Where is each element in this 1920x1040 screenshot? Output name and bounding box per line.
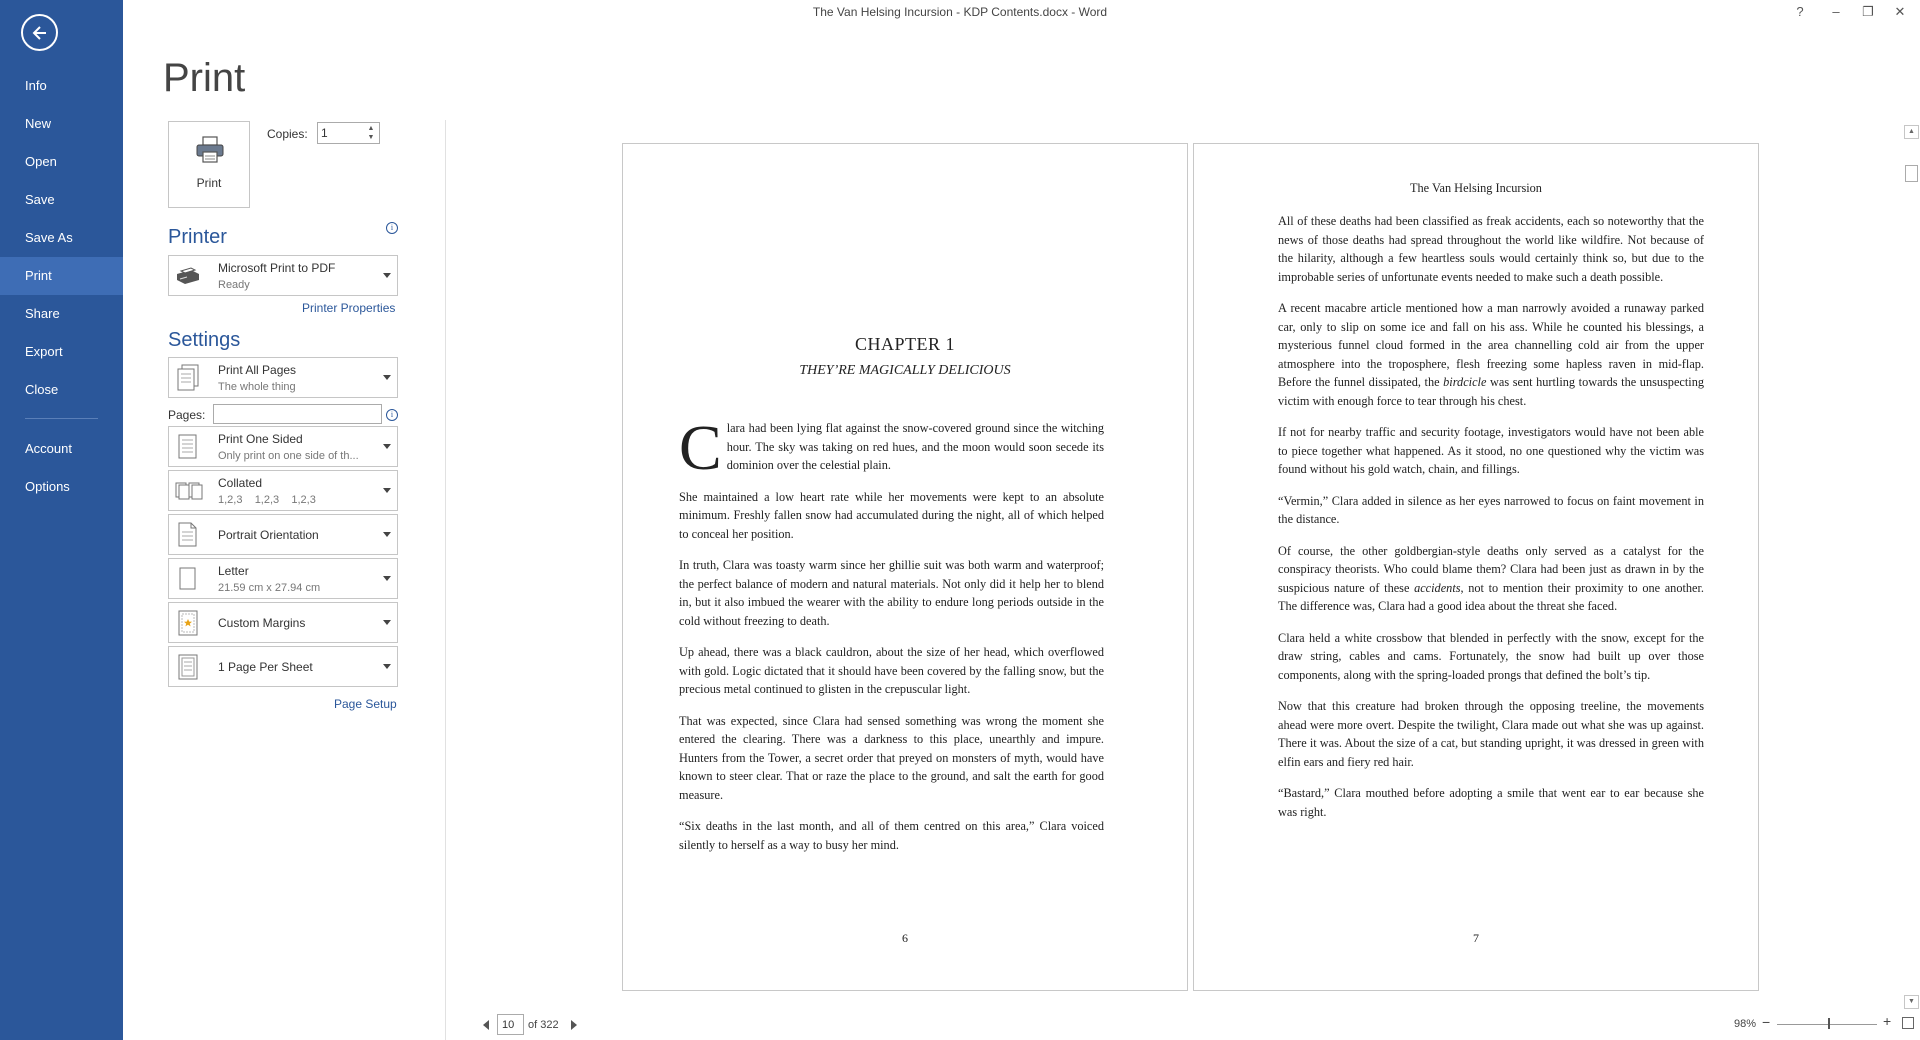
preview-page-left bbox=[622, 143, 1188, 991]
nav-export[interactable]: Export bbox=[25, 344, 63, 359]
copies-down-button[interactable]: ▼ bbox=[367, 134, 375, 141]
collation-title: Collated bbox=[218, 476, 263, 490]
zoom-level[interactable]: 98% bbox=[1734, 1018, 1757, 1030]
right-page-body bbox=[1278, 212, 1704, 834]
chevron-down-icon bbox=[383, 375, 391, 380]
paragraph: Up ahead, there was a black cauldron, about the size of her head, which overflowed with gold. Logic dictated that it should have been covered by the falling snow, but the precious metal continued to glisten in the crepuscular light. bbox=[679, 645, 1104, 696]
printer-heading: Printer bbox=[168, 226, 227, 248]
nav-save-as[interactable]: Save As bbox=[25, 230, 73, 245]
nav-account[interactable]: Account bbox=[25, 441, 72, 456]
preview-scrollbar[interactable] bbox=[1903, 123, 1920, 1013]
paragraph: “Six deaths in the last month, and all of them centred on this area,” Clara voiced silently to herself as a way to busy her mind. bbox=[679, 819, 1104, 852]
margins-dropdown[interactable] bbox=[168, 602, 398, 643]
nav-options[interactable]: Options bbox=[25, 479, 70, 494]
collation-subtitle: 1,2,3 1,2,3 1,2,3 bbox=[218, 494, 316, 506]
paragraph: Of course, the other goldbergian-style deaths only served as a catalyst for the conspiracy theorists. Who could blame them? Clara had been just as drawn in by the suspicious nature of these accidents, not to mention their proximity to one another. The difference was, Clara had a good idea about the threat she faced. bbox=[1278, 543, 1704, 613]
nav-info[interactable]: Info bbox=[25, 78, 47, 93]
nav-print[interactable]: Print bbox=[0, 257, 123, 295]
nav-open[interactable]: Open bbox=[25, 154, 57, 169]
paragraph: Now that this creature had broken through the opposing treeline, the movements ahead were more overt. Despite the twilight, Clara made out what she was up against. There it was. About the size of a cat, but standing upright, it was dressed in green with elfin ears and fiery red hair. bbox=[1278, 699, 1704, 769]
chevron-down-icon bbox=[383, 620, 391, 625]
portrait-page-icon bbox=[175, 521, 201, 549]
printer-name: Microsoft Print to PDF bbox=[218, 261, 336, 275]
paragraph: “Vermin,” Clara added in silence as her eyes narrowed to focus on faint movement in the distance. bbox=[1278, 493, 1704, 526]
title-bar bbox=[123, 0, 1920, 26]
page-number: 7 bbox=[1473, 931, 1479, 945]
pages-label: Pages: bbox=[168, 408, 206, 422]
left-page-body bbox=[679, 412, 1104, 867]
printer-icon bbox=[195, 136, 225, 164]
scroll-up-button[interactable]: ▲ bbox=[1904, 125, 1919, 139]
sides-dropdown[interactable] bbox=[168, 426, 398, 467]
pages-info-icon[interactable]: i bbox=[386, 409, 398, 421]
previous-page-button[interactable] bbox=[483, 1020, 489, 1030]
backstage-nav bbox=[0, 0, 123, 1040]
nav-close[interactable]: Close bbox=[25, 382, 59, 397]
one-sided-page-icon bbox=[175, 433, 201, 461]
paper-size-title: Letter bbox=[218, 564, 249, 578]
chevron-down-icon bbox=[383, 273, 391, 278]
printer-device-icon bbox=[175, 262, 201, 290]
close-window-button[interactable]: ✕ bbox=[1894, 4, 1906, 19]
paper-size-subtitle: 21.59 cm x 27.94 cm bbox=[218, 582, 321, 594]
preview-page-right bbox=[1193, 143, 1759, 991]
zoom-to-page-icon[interactable] bbox=[1902, 1017, 1914, 1029]
chevron-down-icon bbox=[383, 532, 391, 537]
chapter-title: CHAPTER 1 bbox=[854, 334, 955, 354]
print-range-title: Print All Pages bbox=[218, 363, 297, 377]
settings-heading: Settings bbox=[168, 329, 241, 351]
chevron-down-icon bbox=[383, 664, 391, 669]
paragraph: “Bastard,” Clara mouthed before adopting a smile that went ear to ear because she was right. bbox=[1278, 786, 1704, 819]
arrow-left-icon bbox=[30, 23, 50, 43]
printer-info-icon[interactable]: i bbox=[386, 222, 398, 234]
print-range-dropdown[interactable] bbox=[168, 357, 398, 398]
page-count: of 322 bbox=[528, 1019, 559, 1031]
nav-share[interactable]: Share bbox=[25, 306, 60, 321]
chapter-subtitle: THEY’RE MAGICALLY DELICIOUS bbox=[799, 363, 1011, 378]
print-button[interactable] bbox=[168, 121, 250, 208]
restore-button[interactable]: ❐ bbox=[1862, 4, 1874, 19]
paragraph: All of these deaths had been classified as freak accidents, each so noteworthy that the news of those deaths had spread throughout the world like wildfire. Not because of the hilarity, although a few heartless souls would certainly think so, but due to the improbable series of unfortunate events needed to make such a death possible. bbox=[1278, 214, 1704, 284]
paper-size-icon bbox=[175, 565, 201, 593]
page-setup-link[interactable]: Page Setup bbox=[334, 697, 397, 711]
nav-divider bbox=[25, 418, 98, 419]
chevron-down-icon bbox=[383, 488, 391, 493]
margins-title: Custom Margins bbox=[218, 616, 306, 630]
orientation-dropdown[interactable] bbox=[168, 514, 398, 555]
window-title: The Van Helsing Incursion - KDP Contents.docx - Word bbox=[812, 5, 1108, 19]
scroll-thumb[interactable] bbox=[1905, 165, 1918, 182]
zoom-in-button[interactable]: + bbox=[1883, 1013, 1892, 1029]
copies-stepper[interactable] bbox=[317, 122, 380, 144]
current-page-input[interactable] bbox=[497, 1014, 524, 1035]
pages-stack-icon bbox=[175, 364, 201, 392]
paragraph: That was expected, since Clara had sensed something was wrong the moment she entered the clearing. There was a darkness to this place, unearthly and impure. Hunters from the Tower, a secret order that preyed on monsters of myth, would have known to steer clear. That or raze the place to the ground, and salt the earth for good measure. bbox=[679, 713, 1104, 802]
printer-dropdown[interactable] bbox=[168, 255, 398, 296]
page-title: Print bbox=[163, 56, 246, 100]
copies-input[interactable] bbox=[321, 125, 361, 141]
print-button-label: Print bbox=[196, 176, 222, 190]
collation-dropdown[interactable] bbox=[168, 470, 398, 511]
paragraph: She maintained a low heart rate while her movements were kept to an absolute minimum. Freshly fallen snow had accumulated during the night, all of which helped to conceal her position. bbox=[679, 489, 1104, 541]
page-per-sheet-icon bbox=[175, 653, 201, 681]
help-button[interactable]: ? bbox=[1796, 4, 1804, 19]
panel-divider bbox=[445, 120, 446, 1040]
paragraph: Clara had been lying flat against the snow-covered ground since the witching hour. The sky was taking on red hues, and the moon would soon secede its dominion over the celestial plain. bbox=[679, 412, 1104, 483]
zoom-out-button[interactable]: − bbox=[1762, 1014, 1771, 1030]
chevron-down-icon bbox=[383, 576, 391, 581]
print-range-subtitle: The whole thing bbox=[218, 381, 296, 393]
paragraph: A recent macabre article mentioned how a man narrowly avoided a runaway parked car, only to slip on some ice and fall on his ass. While he counted his blessings, a mysterious funnel cloud formed in the area channelling cold air from the upper atmosphere into the troposphere, flesh freezing some hapless raven in mid-flap. Before the funnel dissipated, the birdcicle was sent hurtling towards the unsuspecting victim with enough force to tear through his chest. bbox=[1278, 301, 1705, 408]
paragraph: If not for nearby traffic and security footage, investigators would have not been able to piece together what happened. As it stood, no one questioned why the victim was found without his gold watch, chain, and fillings. bbox=[1278, 425, 1704, 476]
copies-up-button[interactable]: ▲ bbox=[367, 125, 375, 132]
zoom-slider-thumb[interactable] bbox=[1828, 1018, 1830, 1029]
chevron-down-icon bbox=[383, 444, 391, 449]
scroll-down-button[interactable]: ▼ bbox=[1904, 995, 1919, 1009]
paragraph: In truth, Clara was toasty warm since her ghillie suit was both warm and waterproof; the perfect balance of modern and natural materials. Not only did it help her to blend in, but it also imbued the wearer with the ability to endure long periods outside in the cold without freezing to death. bbox=[679, 558, 1104, 628]
running-head: The Van Helsing Incursion bbox=[1410, 181, 1542, 195]
pages-input[interactable] bbox=[213, 404, 382, 424]
zoom-slider-track[interactable] bbox=[1777, 1024, 1877, 1025]
sides-title: Print One Sided bbox=[218, 432, 303, 446]
orientation-title: Portrait Orientation bbox=[218, 528, 319, 542]
paragraph: Clara held a white crossbow that blended in perfectly with the snow, except for the draw string, cables and cams. Fortunately, the snow had built up over those components, along with the spring-loaded prongs that defined the bolt’s tip. bbox=[1278, 630, 1704, 682]
pages-per-sheet-dropdown[interactable] bbox=[168, 646, 398, 687]
paper-size-dropdown[interactable] bbox=[168, 558, 398, 599]
nav-save[interactable]: Save bbox=[25, 192, 55, 207]
page-number: 6 bbox=[902, 931, 908, 945]
copies-label: Copies: bbox=[267, 127, 308, 141]
next-page-button[interactable] bbox=[571, 1020, 577, 1030]
printer-properties-link[interactable]: Printer Properties bbox=[302, 301, 396, 315]
pages-per-sheet-title: 1 Page Per Sheet bbox=[218, 660, 313, 674]
collated-icon bbox=[175, 477, 207, 505]
back-button[interactable] bbox=[21, 14, 58, 51]
minimize-button[interactable]: – bbox=[1832, 4, 1840, 19]
margins-icon bbox=[175, 609, 201, 637]
printer-status: Ready bbox=[218, 279, 250, 291]
sides-subtitle: Only print on one side of th... bbox=[218, 450, 359, 462]
nav-new[interactable]: New bbox=[25, 116, 52, 131]
drop-cap: C bbox=[679, 412, 722, 483]
